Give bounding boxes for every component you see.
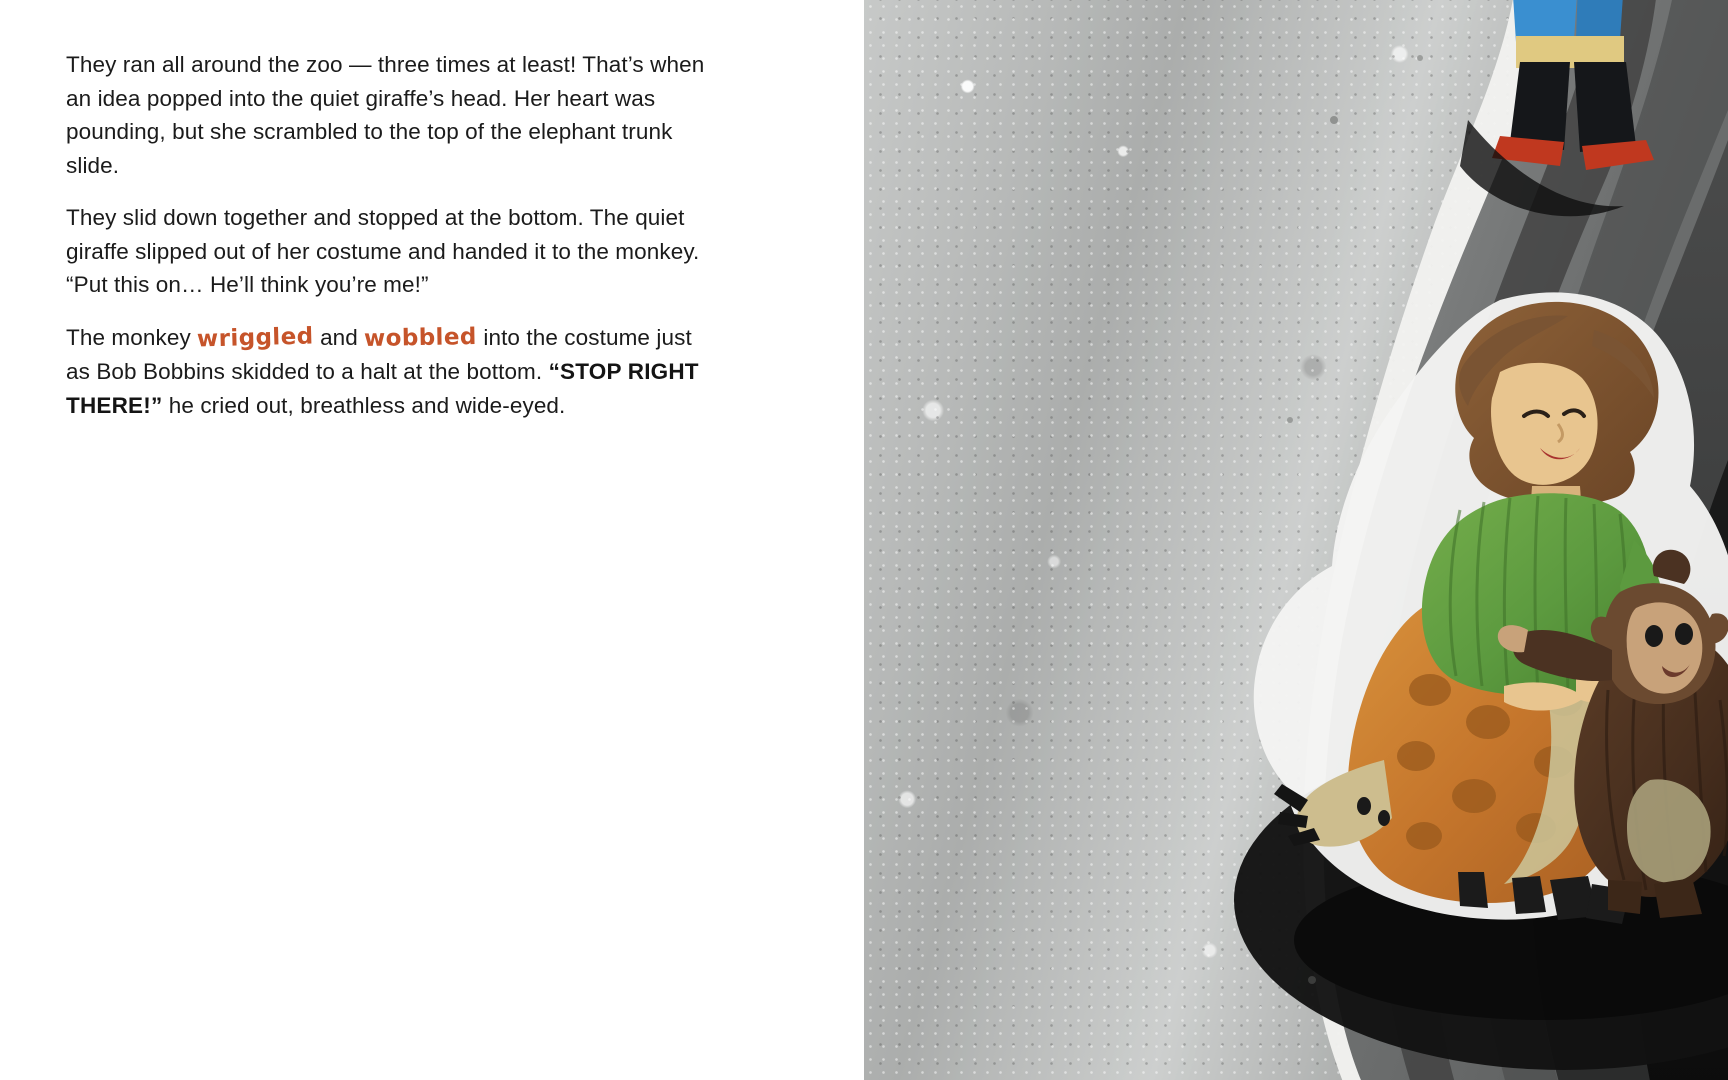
paragraph-3-run-3: and	[313, 324, 365, 350]
paragraph-2	[66, 201, 706, 302]
paragraph-3-run-1: The monkey	[66, 324, 198, 350]
paragraph-3-run-7: he cried out, breathless and wide-eyed.	[162, 392, 566, 418]
paragraph-3	[66, 321, 706, 423]
paragraph-1-text: They ran all around the zoo — three times at least! That’s when an idea popped into the quiet giraffe’s head. Her heart was pounding, but she scrambled to the top of the elephant trunk slide.	[66, 52, 705, 178]
emphasis-wobbled: wobbled	[364, 323, 478, 352]
emphasis-wriggled: wriggled	[196, 322, 315, 353]
illustration-artwork	[864, 0, 1728, 1080]
illustration-page	[864, 0, 1728, 1080]
paragraph-1	[66, 48, 706, 182]
story-text	[66, 48, 706, 422]
emphasis-stop-right-there: “STOP RIGHT THERE!”	[66, 359, 699, 418]
paragraph-3-run-5: into the costume just as Bob Bobbins skidded to a halt at the bottom.	[66, 324, 692, 384]
paragraph-2-text: They slid down together and stopped at the bottom. The quiet giraffe slipped out of her costume and handed it to the monkey. “Put this on… He’ll think you’re me!”	[66, 205, 700, 297]
